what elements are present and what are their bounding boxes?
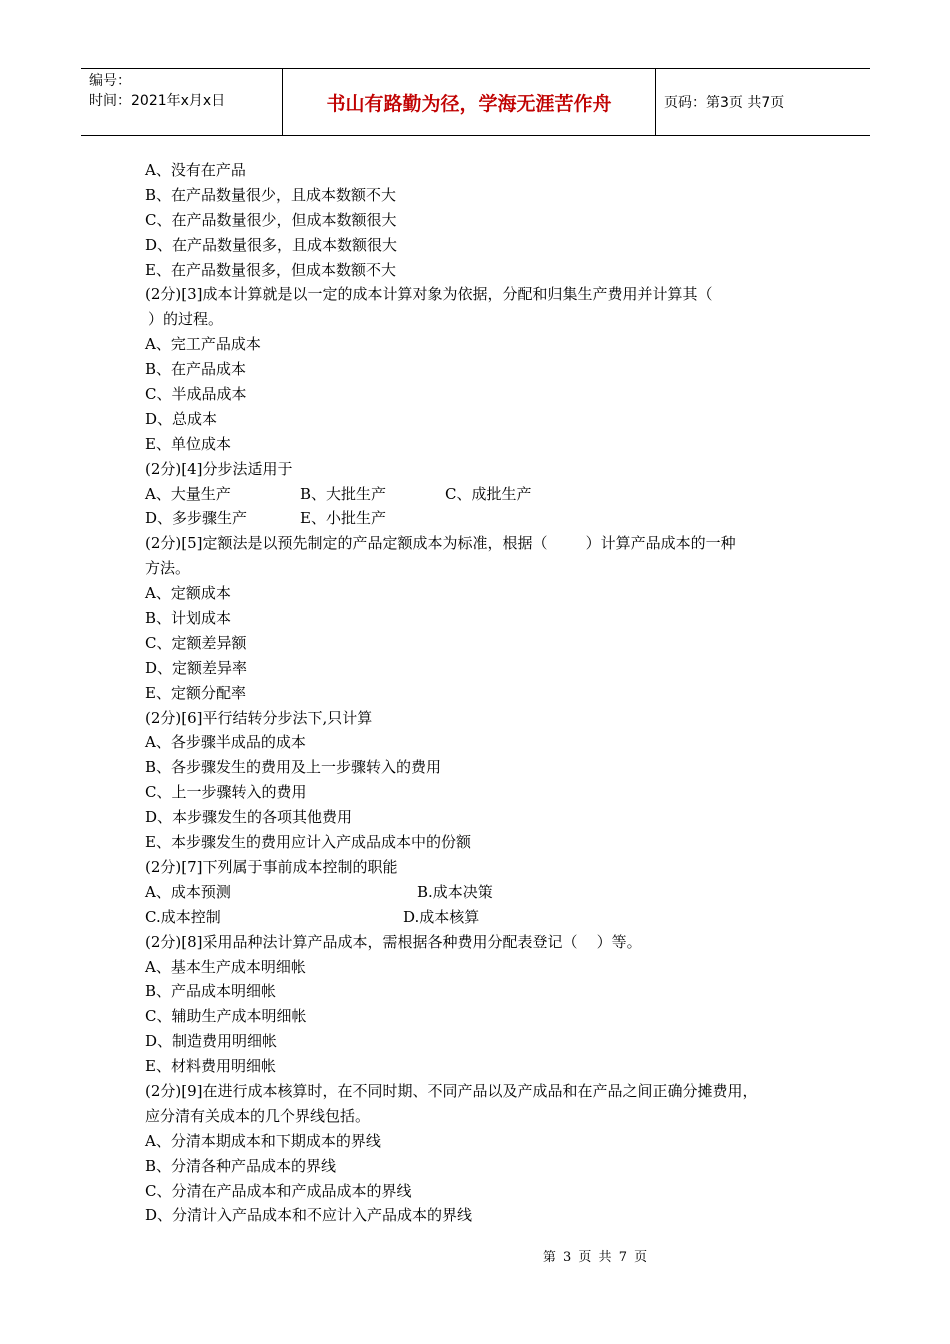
option-q8-c: C、辅助生产成本明细帐 (145, 1007, 307, 1026)
option-q4-b: B、大批生产 (300, 484, 387, 503)
option-q6-e: E、本步骤发生的费用应计入产成品成本中的份额 (145, 833, 471, 852)
option-q8-a: A、基本生产成本明细帐 (145, 957, 306, 976)
doc-time-label: 时间：2021年x月x日 (89, 93, 226, 109)
question-3-line2: ）的过程。 (148, 310, 224, 329)
option-q3-d: D、总成本 (145, 409, 218, 428)
option-q6-a: A、各步骤半成品的成本 (145, 733, 306, 752)
option-q9-b: B、分清各种产品成本的界线 (145, 1156, 337, 1175)
options-q4-row1 (145, 482, 815, 507)
option-q4-d: D、多步骤生产 (145, 509, 248, 528)
option-q9-c: C、分清在产品成本和产成品成本的界线 (145, 1181, 412, 1200)
page-header (81, 68, 870, 136)
option-q7-b: B.成本决策 (417, 882, 493, 901)
option-q2-c: C、在产品数量很少，但成本数额很大 (145, 210, 397, 229)
question-8: (2分)[8]采用品种法计算产品成本，需根据各种费用分配表登记（ ）等。 (145, 932, 642, 951)
option-q5-e: E、定额分配率 (145, 683, 246, 702)
footer-page-number: 第 3 页 共 7 页 (542, 1250, 648, 1265)
question-9-line1: (2分)[9]在进行成本核算时，在不同时期、不同产品以及产成品和在产品之间正确分摊费用， (145, 1081, 758, 1100)
question-6: (2分)[6]平行结转分步法下,只计算 (145, 708, 373, 727)
question-4: (2分)[4]分步法适用于 (145, 459, 293, 478)
question-7: (2分)[7]下列属于事前成本控制的职能 (145, 857, 398, 876)
option-q9-d: D、分清计入产品成本和不应计入产品成本的界线 (145, 1206, 473, 1225)
option-q6-d: D、本步骤发生的各项其他费用 (145, 808, 353, 827)
option-q3-c: C、半成品成本 (145, 385, 247, 404)
option-q5-a: A、定额成本 (145, 584, 231, 603)
option-q2-b: B、在产品数量很少，且成本数额不大 (145, 185, 397, 204)
option-q4-e: E、小批生产 (300, 509, 386, 528)
option-q6-b: B、各步骤发生的费用及上一步骤转入的费用 (145, 758, 442, 777)
option-q7-d: D.成本核算 (403, 907, 480, 926)
option-q7-c: C.成本控制 (145, 907, 221, 926)
option-q2-d: D、在产品数量很多，且成本数额很大 (145, 235, 398, 254)
option-q3-b: B、在产品成本 (145, 360, 247, 379)
page-footer (0, 1246, 950, 1265)
question-content (145, 158, 815, 1228)
options-q7-row1 (145, 880, 815, 905)
option-q4-c: C、成批生产 (445, 484, 532, 503)
header-page-info: 页码：第3页 共7页 (664, 95, 785, 111)
question-3-line1: (2分)[3]成本计算就是以一定的成本计算对象为依据，分配和归集生产费用并计算其（ (145, 285, 713, 304)
option-q2-e: E、在产品数量很多，但成本数额不大 (145, 260, 396, 279)
option-q2-a: A、没有在产品 (145, 161, 246, 179)
doc-id-label: 编号： (89, 73, 131, 89)
option-q5-d: D、定额差异率 (145, 658, 248, 677)
options-q7-row2 (145, 905, 815, 930)
option-q3-a: A、完工产品成本 (145, 335, 261, 354)
question-9-line2: 应分清有关成本的几个界线包括。 (145, 1106, 371, 1125)
option-q9-a: A、分清本期成本和下期成本的界线 (145, 1131, 381, 1150)
option-q5-c: C、定额差异额 (145, 633, 247, 652)
question-5-line2: 方法。 (145, 559, 191, 578)
options-q4-row2 (145, 506, 815, 531)
header-divider-right (655, 68, 656, 136)
option-q3-e: E、单位成本 (145, 434, 231, 453)
option-q8-e: E、材料费用明细帐 (145, 1057, 276, 1076)
option-q8-d: D、制造费用明细帐 (145, 1032, 278, 1051)
option-q6-c: C、上一步骤转入的费用 (145, 783, 307, 802)
option-q5-b: B、计划成本 (145, 609, 232, 628)
header-motto: 书山有路勤为径，学海无涯苦作舟 (326, 92, 612, 115)
option-q7-a: A、成本预测 (145, 882, 231, 901)
option-q8-b: B、产品成本明细帐 (145, 982, 277, 1001)
question-5-line1: (2分)[5]定额法是以预先制定的产品定额成本为标准，根据（ ）计算产品成本的一种 (145, 534, 736, 553)
header-meta (89, 71, 279, 111)
option-q4-a: A、大量生产 (145, 484, 231, 503)
